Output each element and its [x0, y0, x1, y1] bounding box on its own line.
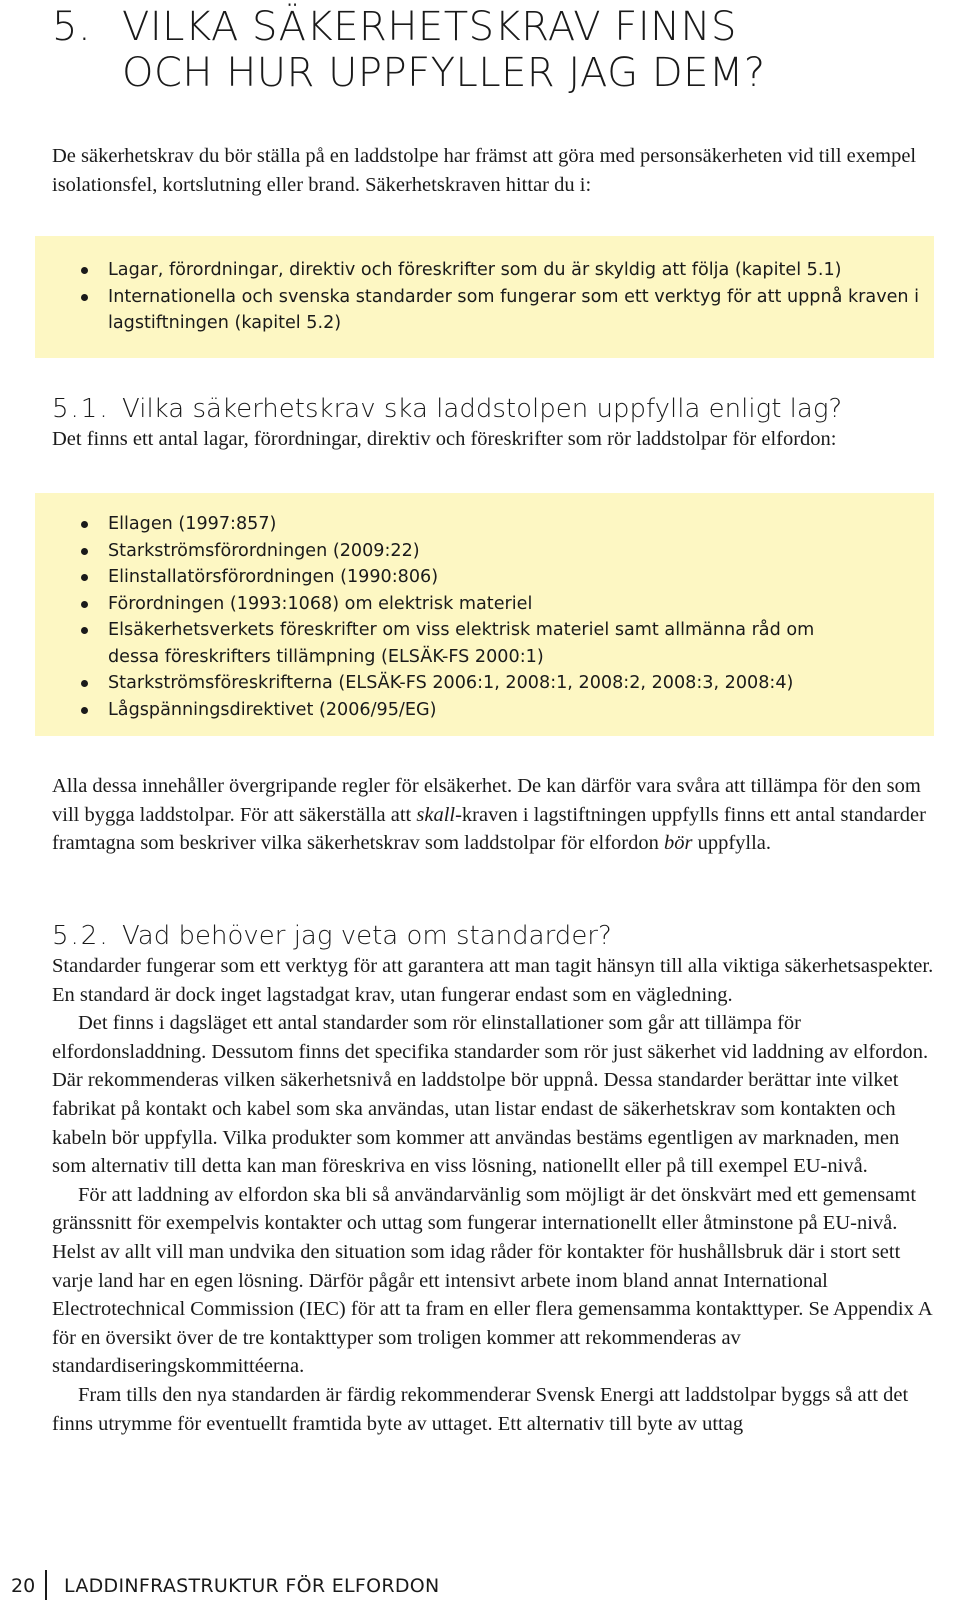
section-number: 5.1.	[52, 394, 110, 424]
text-run: Alla dessa innehåller övergripande regler för elsäkerhet. De kan därför vara svåra att tillämpa för den som vill bygga laddstolpar. För att säkerställa att	[52, 775, 921, 826]
section-5-1-intro-text: Det finns ett antal lagar, förordningar, direktiv och föreskrifter som rör laddstolpar för elfordon:	[52, 428, 837, 450]
list-item: Förordningen (1993:1068) om elektrisk materiel	[35, 591, 934, 618]
body-paragraph: Standarder fungerar som ett verktyg för att garantera att man tagit hänsyn till alla viktiga säkerhetsaspekter. En standard är dock inget lagstadgat krav, utan fungerar endast som en vägledning.	[52, 955, 934, 1006]
emphasis-bor: bör	[663, 832, 693, 855]
section-title: Vilka säkerhetskrav ska laddstolpen uppfylla enligt lag?	[122, 394, 843, 424]
after-laws-text	[52, 772, 937, 858]
list-item: Lågspänningsdirektivet (2006/95/EG)	[35, 697, 934, 724]
highlight-box-sources	[35, 236, 934, 358]
list-item: Elsäkerhetsverkets föreskrifter om viss elektrisk materiel samt allmänna råd om dessa föreskrifters tillämpning (ELSÄK-FS 2000:1)	[35, 617, 934, 670]
text-run: uppfylla.	[692, 832, 772, 855]
running-title: LADDINFRASTRUKTUR FÖR ELFORDON	[64, 1575, 440, 1597]
list-item: Starkströmsförordningen (2009:22)	[35, 538, 934, 565]
list-item: Ellagen (1997:857)	[35, 511, 934, 538]
highlight-box-laws	[35, 493, 934, 736]
intro-paragraph	[52, 142, 937, 199]
list-item: Lagar, förordningar, direktiv och föreskrifter som du är skyldig att följa (kapitel 5.1)	[35, 257, 934, 284]
text-run: -kraven i lagstiftningen uppfylls finns ett antal standarder framtagna som beskriver vilka säkerhetskrav som laddstolpar för elfordon	[52, 803, 926, 855]
section-title: Vad behöver jag veta om standarder?	[122, 921, 612, 951]
section-heading-5-1	[52, 393, 932, 425]
section-heading-5-2	[52, 920, 932, 952]
after-laws-paragraph	[52, 772, 937, 858]
section-5-1-intro	[52, 425, 937, 454]
section-5-2-body	[52, 952, 937, 1438]
list-item: Internationella och svenska standarder som fungerar som ett verktyg för att uppnå kraven i lagstiftningen (kapitel 5.2)	[35, 284, 934, 337]
intro-text: De säkerhetskrav du bör ställa på en laddstolpe har främst att göra med personsäkerheten vid till exempel isolationsfel, kortslutning eller brand. Säkerhetskraven hittar du i:	[52, 145, 917, 196]
body-paragraph: Fram tills den nya standarden är färdig rekommenderar Svensk Energi att laddstolpar byggs så att det finns utrymme för eventuellt framtida byte av uttaget. Ett alternativ till byte av uttag	[52, 1383, 909, 1435]
chapter-title-line2: OCH HUR UPPFYLLER JAG DEM?	[122, 50, 766, 96]
chapter-title	[52, 4, 932, 96]
emphasis-skall: skall	[416, 803, 456, 826]
section-number: 5.2.	[52, 921, 110, 951]
body-paragraph: Det finns i dagsläget ett antal standarder som rör elinstallationer som går att tillämpa för elfordonsladdning. Dessutom finns det specifika standarder som rör just säkerhet vid laddning av elfordon. Där rekommenderas vilken säkerhetsnivå en laddstolpe bör uppnå. Dessa standarder berättar inte vilket fabrikat på kontakt och kabel som ska användas, utan listar endast de säkerhetskrav som kontakten och kabeln bör uppfylla. Vilka produkter som kommer att användas bestäms egentligen av marknaden, men som alternativ till detta kan man föreskriva en viss lösning, nationellt eller på till exempel EU-nivå.	[52, 1012, 929, 1178]
laws-list	[35, 493, 934, 723]
footer-divider	[45, 1570, 47, 1600]
body-paragraph: För att laddning av elfordon ska bli så användarvänlig som möjligt är det önskvärt med ett gemensamt gränssnitt för exempelvis kontakter och uttag som fungerar internationellt eller åtminstone på EU-nivå. Helst av allt vill man undvika den situation som idag råder för kontakter för hushållsbruk där i stort sett varje land har en egen lösning. Därför pågår ett intensivt arbete inom bland annat International Electrotechnical Commission (IEC) för att ta fram en eller flera gemensamma kontakttyper. Se Appendix A för en översikt över de tre kontakttyper som troligen kommer att rekommenderas av standardiseringskommittéerna.	[52, 1183, 932, 1378]
chapter-title-line1: VILKA SÄKERHETSKRAV FINNS	[122, 4, 737, 50]
sources-list	[35, 236, 934, 337]
chapter-number: 5.	[52, 4, 92, 50]
list-item: Starkströmsföreskrifterna (ELSÄK-FS 2006:1, 2008:1, 2008:2, 2008:3, 2008:4)	[35, 670, 934, 697]
page-footer	[0, 1566, 960, 1601]
list-item: Elinstallatörsförordningen (1990:806)	[35, 564, 934, 591]
page-number: 20	[11, 1575, 36, 1597]
